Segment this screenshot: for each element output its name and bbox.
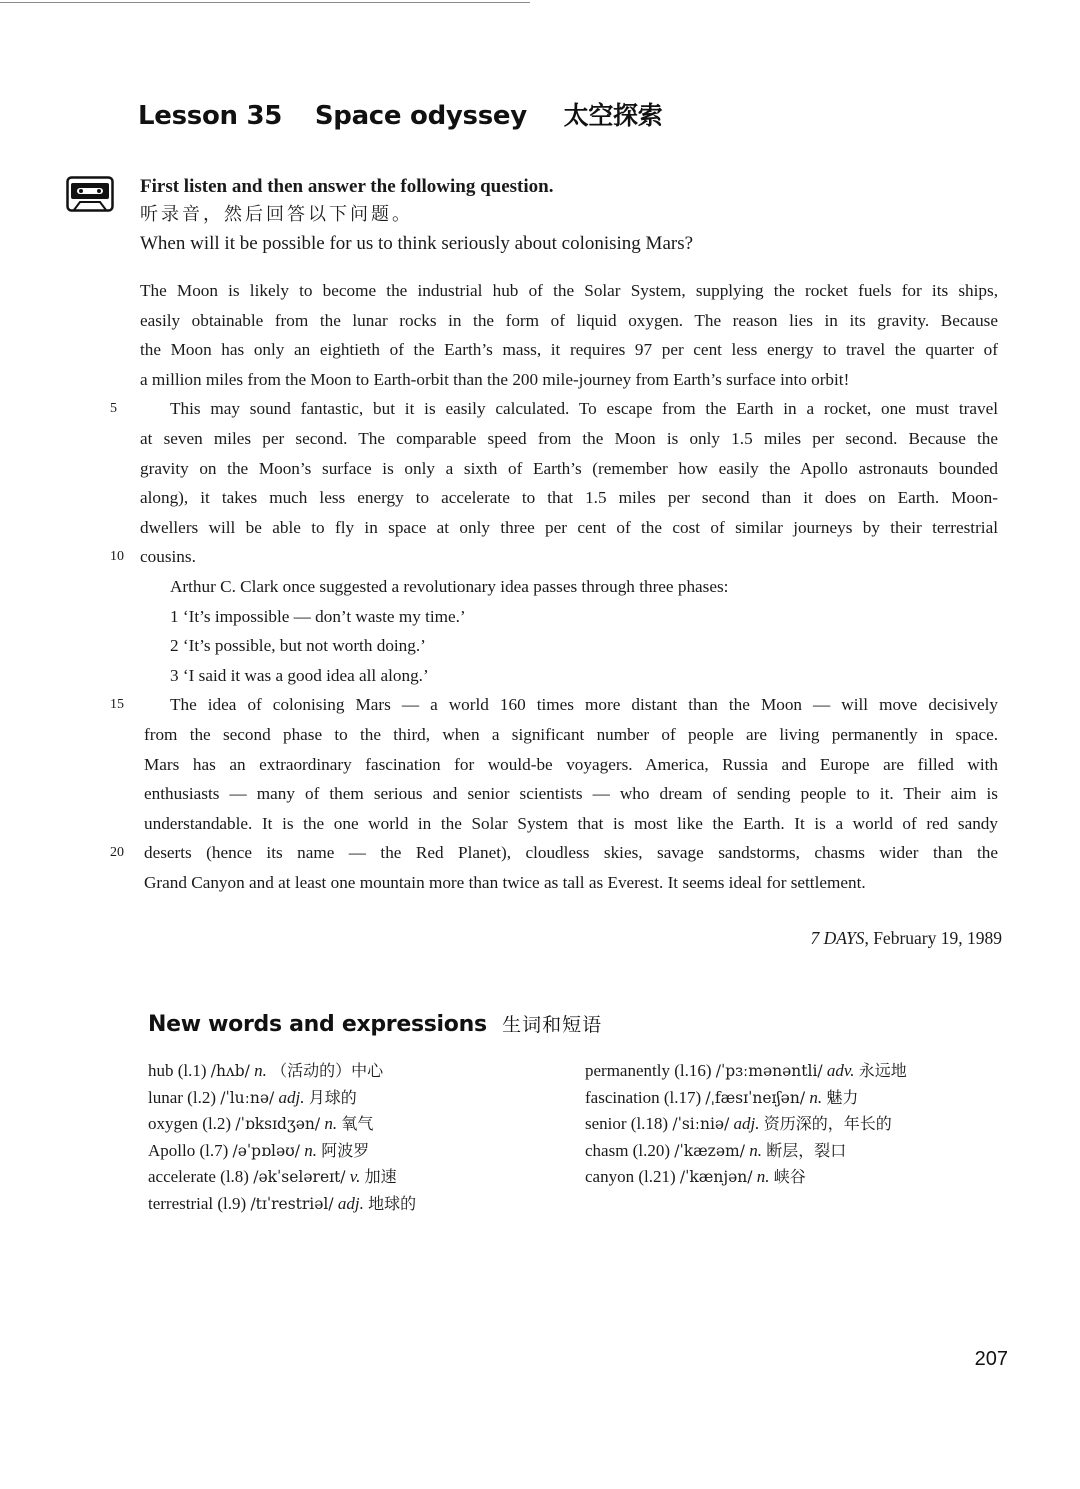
vocab-item: lunar (l.2) /ˈluːnə/ adj. 月球的 [148, 1087, 357, 1107]
passage-line: a million miles from the Moon to Earth-orbit than the 200 mile-journey from Earth’s surface into orbit! [140, 369, 850, 389]
passage-line: 2 ‘It’s possible, but not worth doing.’ [170, 636, 426, 656]
page-number: 207 [974, 1348, 1008, 1370]
passage-line: along), it takes much less energy to accelerate to that 1.5 miles per second than it does on Earth. Moon- [140, 488, 998, 508]
lesson-title-en: Space odyssey [314, 101, 527, 131]
passage-line: 15 The idea of colonising Mars — a world 160 times more distant than the Moon — will move decisively [140, 690, 998, 720]
comprehension-question: When will it be possible for us to think seriously about colonising Mars? [140, 233, 694, 254]
vocab-item: chasm (l.20) /ˈkæzəm/ n. 断层，裂口 [585, 1140, 847, 1160]
passage-line: dwellers will be able to fly in space at only three per cent of the cost of similar journeys by their terrestrial [140, 517, 998, 537]
vocab-item: fascination (l.17) /ˌfæsɪˈneɪʃən/ n. 魅力 [585, 1087, 859, 1107]
passage-line: Mars has an extraordinary fascination for would-be voyagers. America, Russia and Europe are filled with [144, 754, 998, 774]
passage-line: from the second phase to the third, when a significant number of people are living permanently in space. [144, 724, 998, 744]
vocabulary-heading [148, 1010, 602, 1037]
vocab-item: canyon (l.21) /ˈkænjən/ n. 峡谷 [585, 1167, 806, 1187]
passage-line: 3 ‘I said it was a good idea all along.’ [170, 665, 429, 685]
passage-line: Grand Canyon and at least one mountain more than twice as tall as Everest. It seems ideal for settlement. [144, 872, 866, 892]
line-number: 5 [110, 401, 117, 417]
vocab-item: permanently (l.16) /ˈpɜːmənəntli/ adv. 永远地 [585, 1061, 907, 1080]
source-citation [810, 928, 1002, 949]
passage-line: 5 This may sound fantastic, but it is easily calculated. To escape from the Earth in a rocket, one must travel [140, 394, 998, 424]
passage-line: 10 cousins. [140, 542, 998, 572]
passage-line: gravity on the Moon’s surface is only a sixth of Earth’s (remember how easily the Apollo astronauts bounded [140, 458, 998, 478]
vocabulary-column-right [585, 1058, 1005, 1191]
vocabulary-column-left [148, 1058, 568, 1218]
lesson-number: Lesson 35 [138, 101, 283, 131]
vocabulary-heading-en: New words and expressions [148, 1012, 487, 1037]
listening-instruction [140, 174, 1020, 258]
lesson-title [138, 96, 662, 132]
vocab-item: hub (l.1) /hʌb/ n. （活动的）中心 [148, 1061, 384, 1080]
passage-line: Arthur C. Clark once suggested a revolutionary idea passes through three phases: [170, 576, 729, 596]
vocab-item: senior (l.18) /ˈsiːniə/ adj. 资历深的，年长的 [585, 1114, 892, 1134]
instruction-zh: 听录音，然后回答以下问题。 [140, 204, 413, 225]
line-number: 10 [110, 549, 124, 565]
vocab-item: accelerate (l.8) /əkˈseləreɪt/ v. 加速 [148, 1167, 397, 1187]
instruction-en: First listen and then answer the following question. [140, 176, 554, 197]
passage-line: easily obtainable from the lunar rocks in the form of liquid oxygen. The reason lies in its gravity. Because [140, 310, 998, 330]
passage-line: understandable. It is the one world in the Solar System that is most like the Earth. It is a world of red sandy [144, 813, 998, 833]
vocab-item: oxygen (l.2) /ˈɒksɪdʒən/ n. 氧气 [148, 1114, 374, 1134]
passage-line: enthusiasts — many of them serious and senior scientists — who dream of sending people to it. Their aim is [144, 784, 998, 804]
lesson-title-zh: 太空探索 [563, 101, 663, 130]
passage-line: 1 ‘It’s impossible — don’t waste my time.’ [170, 606, 466, 626]
reading-passage [110, 276, 998, 897]
cassette-tape-icon [66, 176, 114, 212]
passage-line: The Moon is likely to become the industrial hub of the Solar System, supplying the rocket fuels for its ships, [140, 281, 998, 300]
vocab-item: Apollo (l.7) /əˈpɒləʊ/ n. 阿波罗 [148, 1140, 370, 1160]
line-number: 15 [110, 697, 124, 713]
source-publication: 7 DAYS [810, 928, 865, 948]
passage-line: the Moon has only an eightieth of the Earth’s mass, it requires 97 per cent less energy to travel the quarter of [140, 340, 998, 360]
vocab-item: terrestrial (l.9) /tɪˈrestriəl/ adj. 地球的 [148, 1193, 417, 1213]
vocabulary-heading-zh: 生词和短语 [502, 1014, 603, 1036]
top-rule [0, 2, 530, 3]
source-date: , February 19, 1989 [864, 928, 1002, 948]
passage-line: 20 deserts (hence its name — the Red Planet), cloudless skies, savage sandstorms, chasms wider than the [140, 838, 998, 868]
line-number: 20 [110, 845, 124, 861]
passage-line: at seven miles per second. The comparable speed from the Moon is only 1.5 miles per second. Because the [140, 428, 998, 448]
